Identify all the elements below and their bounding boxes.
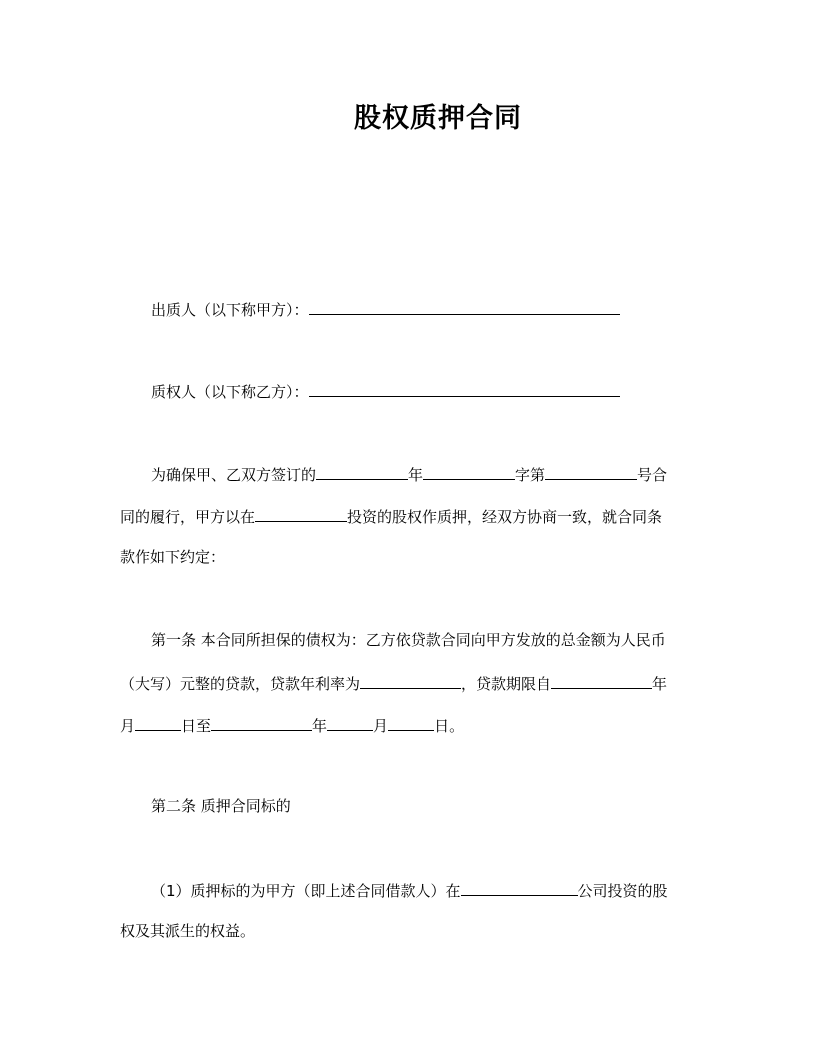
- start-year-blank: [551, 672, 652, 689]
- contract-year-blank: [316, 463, 408, 480]
- pledgor-line: [151, 298, 620, 320]
- document-title: 股权质押合同: [354, 103, 522, 134]
- preamble-text: 字第: [515, 466, 546, 484]
- article2-text: 公司投资的股: [577, 882, 668, 900]
- target-company-blank: [461, 879, 578, 896]
- interest-rate-blank: [360, 672, 461, 689]
- article1-text: 年: [652, 675, 668, 693]
- article1-text: 月: [120, 717, 136, 735]
- article1-text: 年: [312, 717, 328, 735]
- article1-line-1: 第一条 本合同所担保的债权为：乙方依贷款合同向甲方发放的总金额为人民币: [151, 631, 666, 649]
- pledgee-label: 质权人（以下称乙方）：: [151, 383, 309, 401]
- article1-line-3: [120, 714, 464, 736]
- preamble-text: 同的履行，甲方以在: [120, 508, 256, 526]
- preamble-text: 号合: [637, 466, 668, 484]
- pledgee-line: [151, 380, 620, 402]
- article2-text: （1）质押标的为甲方（即上述合同借款人）在: [151, 882, 461, 900]
- article1-text: 日至: [181, 717, 212, 735]
- contract-char-blank: [423, 463, 515, 480]
- preamble-line-3: 款作如下约定：: [120, 548, 226, 566]
- article2-item1-line-1: [151, 879, 668, 901]
- start-month-blank: [135, 714, 181, 731]
- article2-heading: 第二条 质押合同标的: [151, 797, 291, 815]
- end-day-blank: [388, 714, 434, 731]
- preamble-text: 年: [408, 466, 424, 484]
- end-year-blank: [211, 714, 312, 731]
- article1-text: （大写）元整的贷款，贷款年利率为: [120, 675, 361, 693]
- article1-line-2: [120, 672, 667, 694]
- preamble-text: 为确保甲、乙双方签订的: [151, 466, 317, 484]
- article1-text: 月: [373, 717, 389, 735]
- contract-number-blank: [545, 463, 637, 480]
- article1-text: ，贷款期限自: [461, 675, 552, 693]
- article1-text: 日。: [434, 717, 465, 735]
- article2-item1-line-2: 权及其派生的权益。: [120, 922, 256, 940]
- pledgor-label: 出质人（以下称甲方）：: [151, 301, 309, 319]
- preamble-line-1: [151, 463, 667, 485]
- preamble-line-2: [120, 505, 662, 527]
- end-month-blank: [327, 714, 373, 731]
- preamble-text: 投资的股权作质押，经双方协商一致，就合同条: [347, 508, 663, 526]
- pledgor-blank: [309, 298, 620, 315]
- pledgee-blank: [309, 380, 620, 397]
- invested-company-blank: [255, 505, 347, 522]
